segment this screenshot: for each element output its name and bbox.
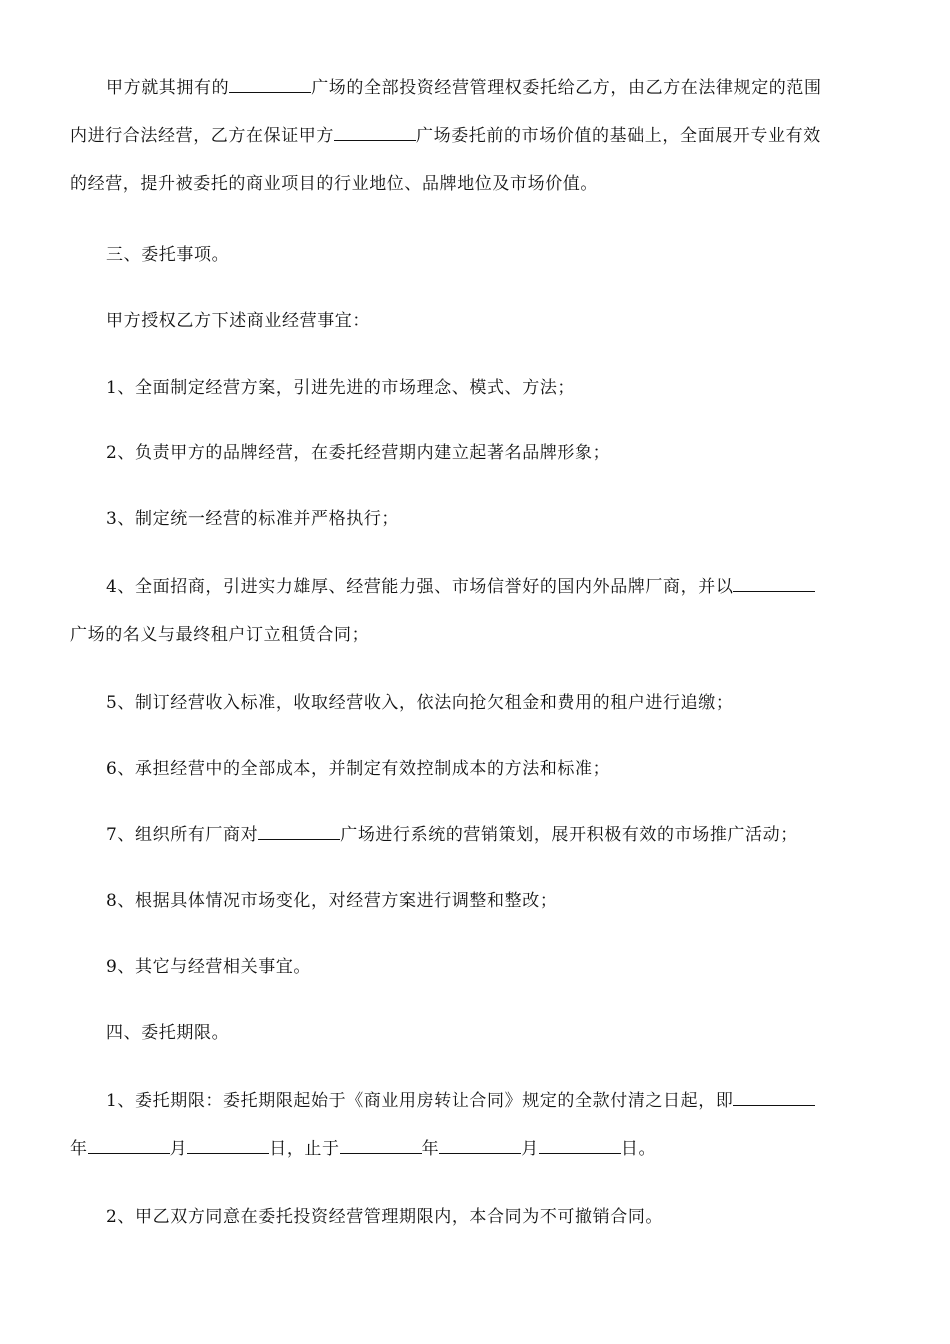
list-item-4-line1: 4、全面招商，引进实力雄厚、经营能力强、市场信誉好的国内外品牌厂商，并以 bbox=[70, 563, 875, 611]
blank-field-month-end[interactable] bbox=[439, 1139, 521, 1154]
blank-field[interactable] bbox=[229, 78, 311, 93]
paragraph-intro-line1: 甲方就其拥有的 广场的全部投资经营管理权委托给乙方，由乙方在法律规定的范围 bbox=[106, 78, 822, 98]
list-item-4-line2: 广场的名义与最终租户订立租赁合同； bbox=[70, 625, 370, 645]
paragraph-intro-line2: 内进行合法经营，乙方在保证甲方 广场委托前的市场价值的基础上，全面展开专业有效 bbox=[70, 126, 821, 146]
term-1-line2: 年 月 日，止于 年 月 日。 bbox=[70, 1139, 657, 1159]
section-4-title: 四、委托期限。 bbox=[106, 1023, 230, 1043]
list-item-1: 1、全面制定经营方案，引进先进的市场理念、模式、方法； bbox=[106, 378, 576, 398]
list-item-9: 9、其它与经营相关事宜。 bbox=[106, 957, 312, 977]
term-2: 2、甲乙双方同意在委托投资经营管理期限内，本合同为不可撤销合同。 bbox=[106, 1207, 664, 1227]
blank-field[interactable] bbox=[733, 577, 815, 592]
list-item-5: 5、制订经营收入标准，收取经营收入，依法向抢欠租金和费用的租户进行追缴； bbox=[106, 693, 734, 713]
blank-field-day-end[interactable] bbox=[539, 1139, 621, 1154]
list-item-6: 6、承担经营中的全部成本，并制定有效控制成本的方法和标准； bbox=[106, 759, 611, 779]
blank-field[interactable] bbox=[334, 126, 416, 141]
blank-field-year-start[interactable] bbox=[733, 1091, 815, 1106]
list-item-8: 8、根据具体情况市场变化，对经营方案进行调整和整改； bbox=[106, 891, 558, 911]
document-page bbox=[70, 0, 875, 1344]
blank-field-day-start[interactable] bbox=[187, 1139, 269, 1154]
blank-field-month-start[interactable] bbox=[88, 1139, 170, 1154]
blank-field[interactable] bbox=[258, 825, 340, 840]
section-3-title: 三、委托事项。 bbox=[106, 245, 230, 265]
blank-field-year-end[interactable] bbox=[340, 1139, 422, 1154]
list-item-3: 3、制定统一经营的标准并严格执行； bbox=[106, 509, 400, 529]
term-1-line1: 1、委托期限：委托期限起始于《商业用房转让合同》规定的全款付清之日起，即 bbox=[70, 1077, 875, 1125]
list-item-7: 7、组织所有厂商对 广场进行系统的营销策划，展开积极有效的市场推广活动； bbox=[106, 825, 798, 845]
list-item-2: 2、负责甲方的品牌经营，在委托经营期内建立起著名品牌形象； bbox=[106, 443, 611, 463]
paragraph-intro-line3: 的经营，提升被委托的商业项目的行业地位、品牌地位及市场价值。 bbox=[70, 174, 598, 194]
section-3-intro: 甲方授权乙方下述商业经营事宜： bbox=[106, 311, 370, 331]
